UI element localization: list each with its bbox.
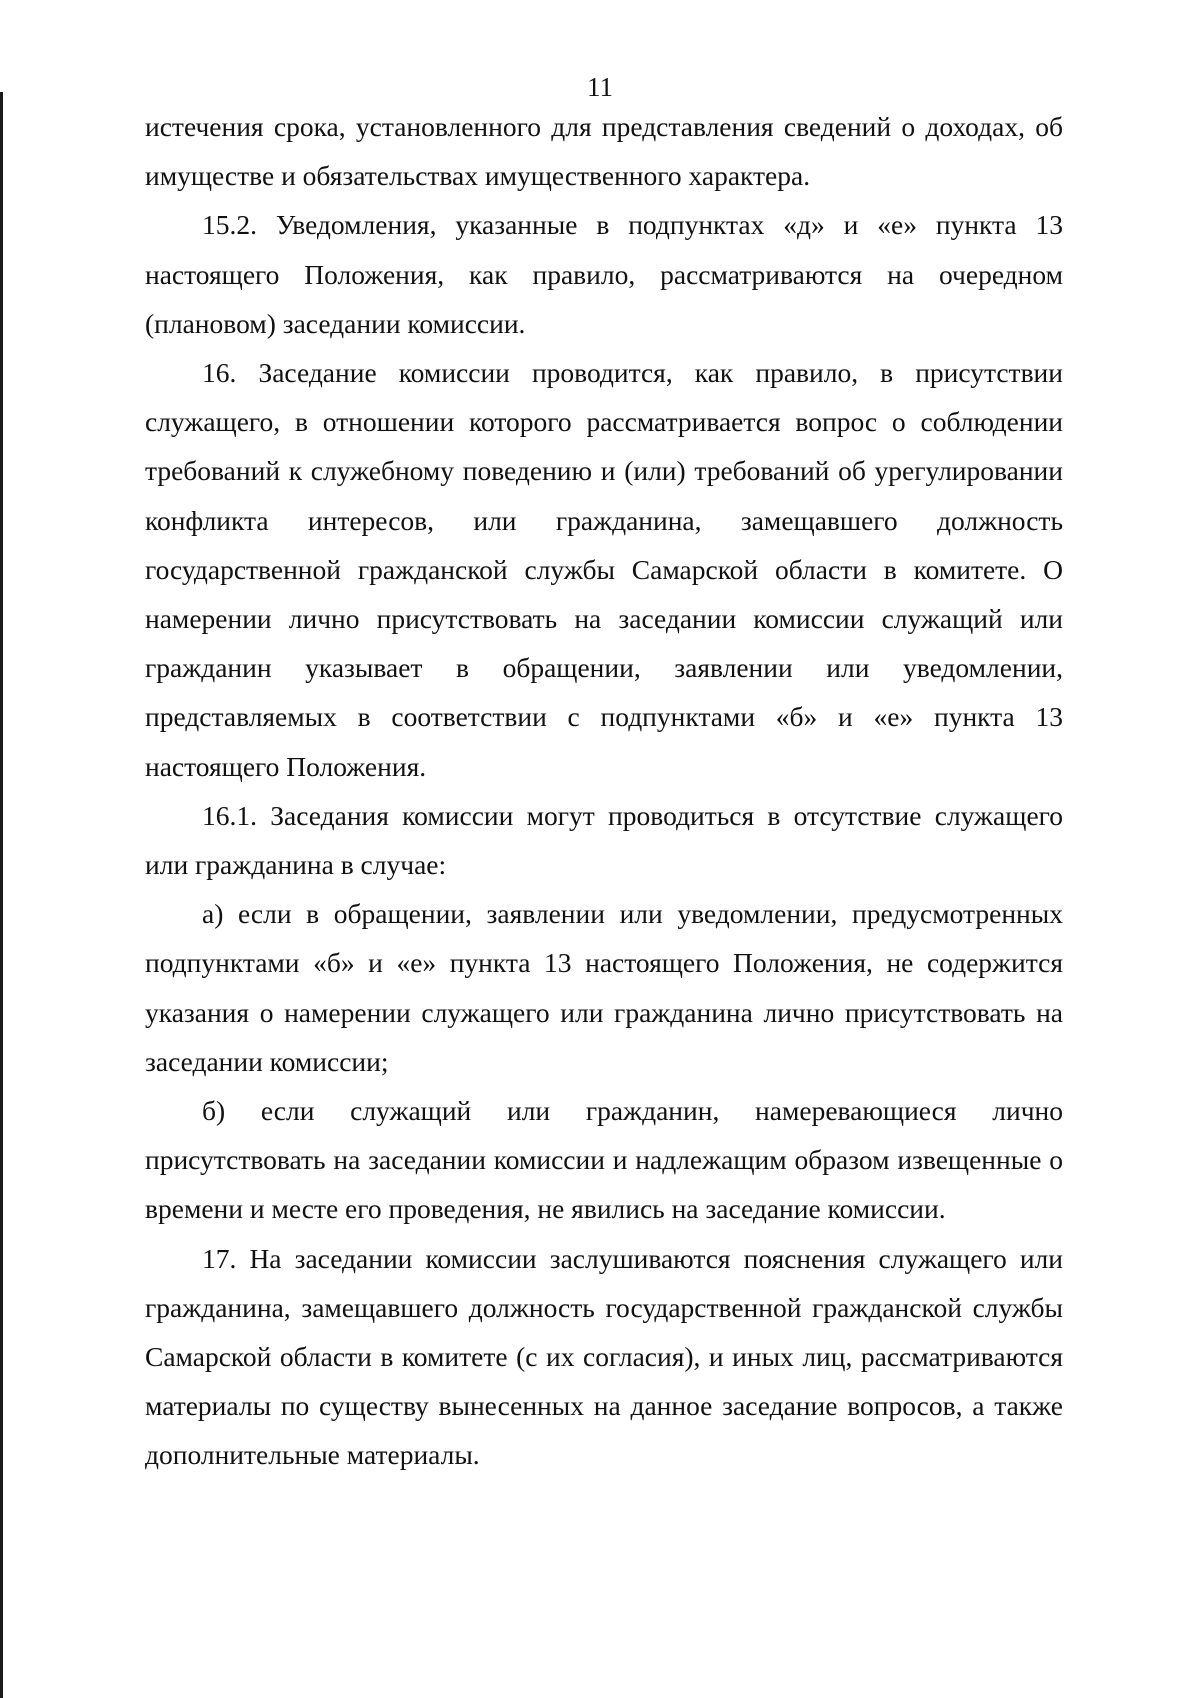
paragraph-15-2: 15.2. Уведомления, указанные в подпунктах «д» и «е» пункта 13 настоящего Положения, как правило, рассматриваются на очередном (плановом) заседании комиссии. xyxy=(145,209,1063,339)
paragraph-16-1-a: а) если в обращении, заявлении или уведомлении, предусмотренных подпунктами «б» и «е» пункта 13 настоящего Положения, не содержится указания о намерении служащего или гражданина лично присутствовать на заседании комиссии; xyxy=(145,898,1063,1077)
paragraph-16-1-b: б) если служащий или гражданин, намеревающиеся лично присутствовать на заседании комиссии и надлежащим образом извещенные о времени и месте его проведения, не явились на заседание комиссии. xyxy=(145,1095,1063,1225)
paragraph-17: 17. На заседании комиссии заслушиваются пояснения служащего или гражданина, замещавшего должность государственной гражданской службы Самарской области в комитете (с их согласия), и иных лиц, рассматриваются материалы по существу вынесенных на данное заседание вопросов, а также дополнительные материалы. xyxy=(145,1242,1063,1471)
paragraph-16: 16. Заседание комиссии проводится, как правило, в присутствии служащего, в отношении которого рассматривается вопрос о соблюдении требований к служебному поведению и (или) требований об урегулировании конфликта интересов, или гражданина, замещавшего должность государственной гражданской службы Самарской области в комитете. О намерении лично присутствовать на заседании комиссии служащий или гражданин указывает в обращении, заявлении или уведомлении, представляемых в соответствии с подпунктами «б» и «е» пункта 13 настоящего Положения. xyxy=(145,357,1063,782)
scan-edge-line xyxy=(0,92,3,1698)
document-body xyxy=(145,102,1063,1480)
page-number: 11 xyxy=(587,72,613,102)
paragraph-16-1: 16.1. Заседания комиссии могут проводиться в отсутствие служащего или гражданина в случае: xyxy=(145,799,1063,881)
paragraph-continuation: истечения срока, установленного для представления сведений о доходах, об имуществе и обязательствах имущественного характера. xyxy=(145,111,1063,192)
